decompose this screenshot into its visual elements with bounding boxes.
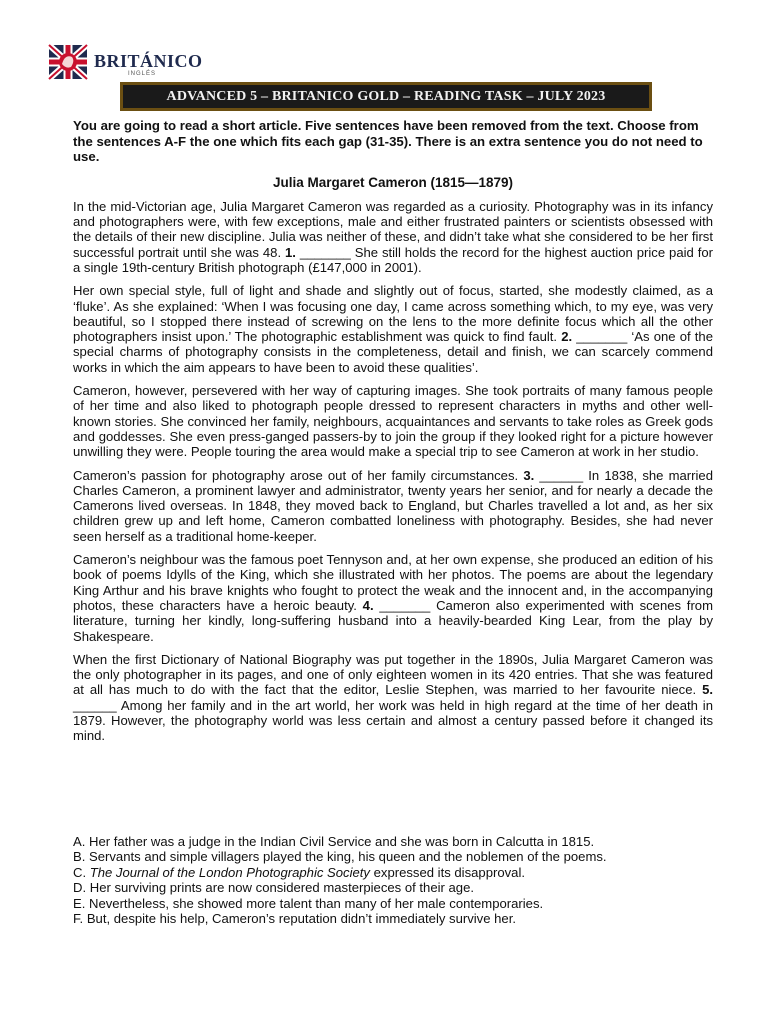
gap-blank: ______ [73,697,121,713]
header-banner [120,82,652,111]
option-c-source: The Journal of the London Photographic Society [89,864,370,880]
gap-blank: _______ [572,329,632,345]
answer-options [73,834,713,926]
task-instructions: You are going to read a short article. Five sentences have been removed from the text. Choose from the sentences A-F the one which fits each gap (31-35). There is an extra sentence you do not need to use. [73,118,703,165]
paragraph-text: In the mid-Victorian age, Julia Margaret Cameron was regarded as a curiosity. Photography was in its infancy and photographers were, with few exceptions, male and either frustrated painters or scientists obsessed with the details of their new discipline. Julia was neither of these, and didn’t take what she considered to be her first successful portrait until she was 48. [73,198,713,260]
option-b: B. Servants and simple villagers played the king, his queen and the noblemen of the poems. [73,849,607,865]
paragraph-text: In 1838, she married Charles Cameron, a prominent lawyer and administrator, twenty years her senior, and for nearly a decade the Camerons lived overseas. In 1848, they moved back to England, but Charles travelled a lot and, as her six children grew up and left home, Cameron combatted loneliness with photography. Besides, she had never seen herself as a traditional home-keeper. [73,467,713,544]
gap-number: 4. [362,597,374,613]
article-title: Julia Margaret Cameron (1815—1879) [272,174,514,190]
paragraph-3: Cameron, however, persevered with her way of capturing images. She took portraits of many famous people of her time and also liked to photograph people dressed to represent characters in myths and other well-known stories. She convinced her family, neighbours, acquaintances and servants to take roles as Greek gods and goddesses. She even press-ganged passers-by to join the group if they looked right for a picture however unwilling they were. People touring the area would make a special trip to see Cameron at work in her studio. [73,383,713,460]
gap-blank: ______ [534,467,589,483]
option-c-suffix: expressed its disapproval. [369,864,526,880]
gap-blank: _______ [295,244,355,260]
paragraph-4 [73,468,713,544]
option-c [73,865,713,880]
gap-number: 2. [561,329,573,345]
paragraph-text: Her own special style, full of light and shade and slightly out of focus, started, she modestly claimed, as a ‘fluke’. As she explained: ‘When I was focusing one day, I came across something which, to my eye, was very beautiful, so I stopped there instead of screwing on the lens to the more definite focus which all the other photographers insist upon.’ The photographic establishment was quick to find fault. [73,283,713,345]
paragraph-text: When the first Dictionary of National Biography was put together in the 1890s, Julia Margaret Cameron was the only photographer in its pages, and one of only eighteen women in its 420 entries. That she was featured at all has much to do with the fact that the editor, Leslie Stephen, was married to her favourite niece. [73,651,713,698]
option-d: D. Her surviving prints are now considered masterpieces of their age. [73,880,474,896]
logo-wordmark: BRITÁNICO [94,51,203,71]
paragraph-text: Cameron’s neighbour was the famous poet Tennyson and, at her own expense, she produced an edition of his book of poems Idylls of the King, which she illustrated with her photos. The poems are about the legendary King Arthur and his brave knights who fought to protect the weak and the innocent and, in the accompanying photos, these characters have a heroic beauty. [73,552,713,613]
paragraph-text: Among her family and in the art world, her work was held in high regard at the time of her death in 1879. However, the photography world was less certain and almost a century passed before it changed its mind. [73,697,713,744]
paragraph-1 [73,199,713,275]
britanico-logo [48,42,203,82]
paragraph-text: ‘As one of the special charms of photography consists in the completeness, detail and finish, we can scarcely commend works in which the aim appears to have been to avoid these qualities’. [73,329,713,375]
paragraph-5 [73,552,713,644]
gap-number: 5. [702,682,713,698]
logo-subtitle: INGLÉS [128,71,157,77]
gap-number: 1. [285,244,296,260]
option-f: F. But, despite his help, Cameron’s reputation didn’t immediately survive her. [73,911,516,927]
banner-title: ADVANCED 5 – BRITANICO GOLD – READING TASK – JULY 2023 [123,85,649,108]
option-e: E. Nevertheless, she showed more talent than many of her male contemporaries. [73,895,544,911]
option-a: A. Her father was a judge in the Indian Civil Service and she was born in Calcutta in 1815. [73,834,595,849]
gap-blank: _______ [373,597,437,613]
paragraph-text: Cameron’s passion for photography arose out of her family circumstances. [73,467,524,483]
gap-number: 3. [523,467,535,483]
flag-lion-emblem-icon [48,42,90,82]
paragraph-2 [73,283,713,375]
article-content [73,118,713,752]
paragraph-6 [73,652,713,744]
option-c-prefix: C. [73,864,90,880]
paragraph-text: Cameron also experimented with scenes from literature, turning her kindly, long-suffering husband into a heavily-bearded King Lear, from the play by Shakespeare. [73,597,713,644]
paragraph-text: She still holds the record for the highest auction price paid for a single 19th-century British photograph (£147,000 in 2001). [73,244,713,275]
